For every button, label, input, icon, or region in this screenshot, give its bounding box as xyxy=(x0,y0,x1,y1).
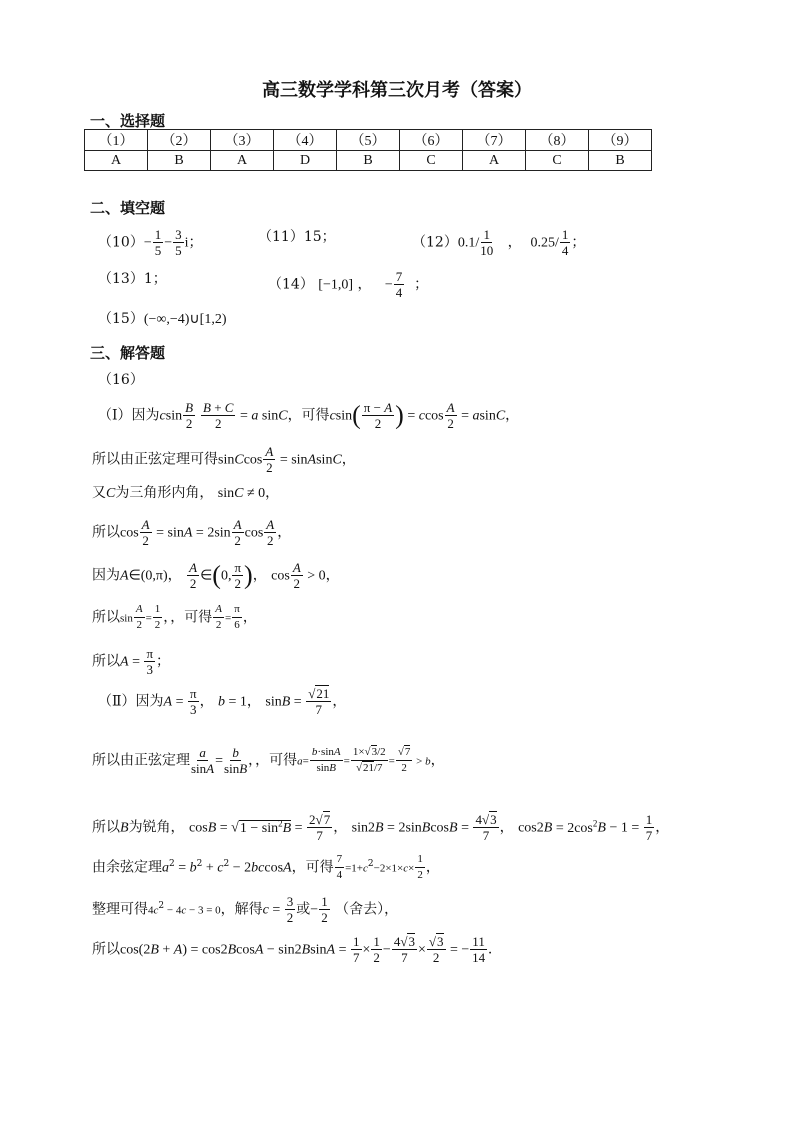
section-heading-fill: 二、填空题 xyxy=(90,199,166,217)
table-answer-cell: B xyxy=(337,151,400,171)
table-answer-cell: C xyxy=(526,151,589,171)
solution-line: 所以B为锐角， $\cos B = √1 - \sin^2B$ = $\frac{2√7}{7}$ ， sin2B = 2sinBcosB = $\frac{4√3}{7}$ ， $\cos 2B = 2\cos^2B - 1$ = $\frac{1}{7}$ ， xyxy=(92,812,670,843)
solution-line: 由余弦定理$a^2 = b^2 + c^2 - 2bccosA$，可得 $\frac{7}{4}$ $=1+c^2-2\times 1\times c\times$ $\frac{1}{2}$ ， xyxy=(92,853,440,881)
table-answer-cell: A xyxy=(85,151,148,171)
section-heading-solution: 三、解答题 xyxy=(90,344,166,362)
solution-line: $\frac{B + C}{2}$ = a sinC，可得csin( $\frac{\pi - A}{2}$ ) = ccos $\frac{A}{2}$ = asinC， xyxy=(203,400,520,431)
table-header-cell: （4） xyxy=(274,130,337,151)
solution-line: 所以由正弦定理 $\frac{a}{\sin A}$ = $\frac{b}{\sin B}$ ，，可得a= $\frac{b\cdot\sin A}{\sin B}$ = $\frac{1\times√3/2}{√21/7}$ = $\frac{√7}{2}$ > b， xyxy=(92,745,445,776)
fill-answer-10: （10）− $\frac{1}{5}$ − $\frac{3}{5}$ i； xyxy=(98,227,203,258)
table-answer-cell: B xyxy=(148,151,211,171)
table-header-cell: （5） xyxy=(337,130,400,151)
question-16-label: （16） xyxy=(98,372,144,388)
table-header-cell: （2） xyxy=(148,130,211,151)
table-header-cell: （1） xyxy=(85,130,148,151)
table-answer-cell: C xyxy=(400,151,463,171)
table-header-cell: （3） xyxy=(211,130,274,151)
table-answer-cell: D xyxy=(274,151,337,171)
table-answer-cell: A xyxy=(463,151,526,171)
table-answer-cell: B xyxy=(589,151,652,171)
solution-line: 所以A = $\frac{\pi}{3}$ ； xyxy=(92,646,171,677)
table-header-cell: （9） xyxy=(589,130,652,151)
solution-line: 所以由正弦定理可得sinCcos $\frac{A}{2}$ = sinAsinC， xyxy=(92,444,356,475)
solution-line: （Ⅰ）因为csin $\frac{B}{2}$ xyxy=(98,400,194,431)
solution-line: 因为A∈(0,π)， $\frac{A}{2}$ ∈(0, $\frac{\pi}{2}$ )， cos $\frac{A}{2}$ > 0， xyxy=(92,560,340,591)
fill-answer-12: （12）0.1/ $\frac{1}{10}$ ， 0.25/ $\frac{1}{4}$ ； xyxy=(412,227,586,258)
section-heading-choice: 一、选择题 xyxy=(90,112,166,130)
solution-line: 又C为三角形内角， sinC ≠ 0， xyxy=(92,485,280,501)
table-header-cell: （7） xyxy=(463,130,526,151)
solution-line: 所以cos(2B + A) = cos2BcosA − sin2BsinA = $\frac{1}{7}$ × $\frac{1}{2}$ − $\frac{4√3}{7}$ × $\frac{√3}{2}$ = − $\frac{11}{14}$ . xyxy=(92,934,493,965)
page-title: 高三数学学科第三次月考（答案） xyxy=(262,80,532,101)
solution-line: （Ⅱ）因为A = $\frac{\pi}{3}$ ， b = 1， sinB = $\frac{√21}{7}$ ， xyxy=(98,686,347,717)
solution-line: 所以sin $\frac{A}{2}$ = $\frac{1}{2}$ ，，可得 $\frac{A}{2}$ = $\frac{\pi}{6}$ ， xyxy=(92,603,257,631)
solution-line: 所以cos $\frac{A}{2}$ = sinA = 2sin $\frac{A}{2}$ cos $\frac{A}{2}$ ， xyxy=(92,517,292,548)
fill-answer-15: （15）(−∞,−4)∪[1,2) xyxy=(98,311,227,327)
choice-answer-table xyxy=(84,129,652,171)
table-answer-cell: A xyxy=(211,151,274,171)
fill-answer-13: （13）1； xyxy=(98,271,167,287)
table-header-cell: （8） xyxy=(526,130,589,151)
table-header-cell: （6） xyxy=(400,130,463,151)
fill-answer-14: （14） [−1,0] ， − $\frac{7}{4}$ ； xyxy=(268,269,429,300)
fill-answer-11: （11）15； xyxy=(258,229,336,245)
solution-line: 整理可得$4c^2 - 4c - 3 = 0$，解得c = $\frac{3}{2}$ 或− $\frac{1}{2}$ （舍去）， xyxy=(92,894,399,925)
